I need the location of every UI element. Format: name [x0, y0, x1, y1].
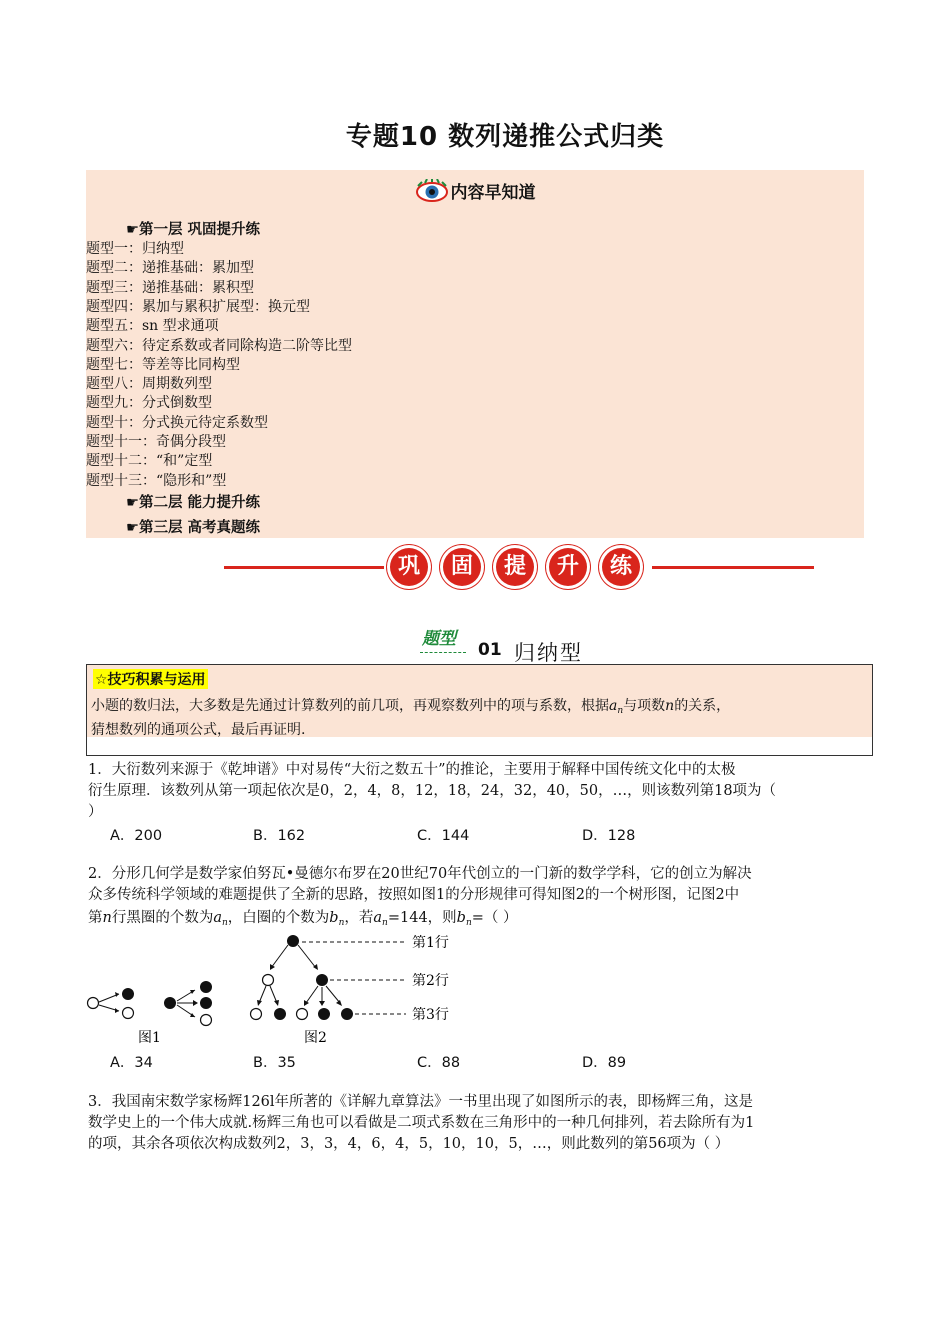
banner-char: 固	[443, 548, 481, 586]
toc-item[interactable]: 题型三：递推基础：累积型	[86, 279, 254, 296]
toc-item[interactable]: 题型十一：奇偶分段型	[86, 434, 226, 450]
option-c[interactable]: C．144	[417, 828, 470, 844]
question-2-line: 众多传统科学领域的难题提供了全新的思路，按照如图1的分形规律可得知图2的一个树形图，记图2中	[88, 887, 740, 903]
var-n: n	[102, 910, 112, 926]
var-subscript: n	[222, 918, 228, 928]
question-1-line: ）	[88, 804, 103, 820]
tips-line-2: 猜想数列的通项公式，最后再证明.	[91, 722, 306, 738]
q2-text: ，白圈的个数为	[227, 910, 330, 926]
option-d[interactable]: D．128	[582, 828, 636, 844]
banner-char: 练	[602, 548, 640, 586]
banner-line-right	[652, 566, 814, 569]
question-1-line: 衍生原理．该数列从第一项起依次是0，2，4，8，12，18，24，32，40，50，…，则该数列第18项为（	[88, 783, 777, 799]
q2-text: 行黑圈的个数为	[111, 910, 214, 926]
q2-text: =144	[387, 910, 428, 926]
toc-item[interactable]: 题型九：分式倒数型	[86, 395, 212, 412]
option-b[interactable]: B．162	[253, 828, 306, 844]
row-1-label: 第1行	[412, 935, 449, 951]
var-b: b	[456, 910, 466, 926]
layer-1-link[interactable]: ☛第一层 巩固提升练	[126, 222, 261, 238]
figure-2-caption: 图2	[304, 1030, 327, 1046]
var-subscript: n	[465, 918, 472, 928]
figure-2-diagram	[251, 935, 407, 1020]
question-1-line: 1．大衍数列来源于《乾坤谱》中对易传“大衍之数五十”的推论，主要用于解释中国传统文化中的太极	[88, 762, 736, 778]
toc-item[interactable]: 题型一：归纳型	[86, 241, 184, 257]
var-subscript: n	[617, 706, 624, 716]
var-n: n	[665, 698, 675, 714]
tips-box	[86, 664, 873, 756]
tips-text: 与项数	[623, 698, 666, 714]
toc-item[interactable]: 题型五：sn 型求通项	[86, 318, 219, 335]
toc-header-text: 内容早知道	[450, 183, 536, 203]
var-subscript: n	[338, 918, 345, 928]
row-2-label: 第2行	[412, 973, 449, 989]
banner-char: 巩	[390, 548, 428, 586]
var-b: b	[329, 910, 339, 926]
q2-text: ，若	[344, 910, 374, 926]
question-3-line: 的项，其余各项依次构成数列2，3，3，4，6，4，5，10，10，5，…，则此数列的第56项为（ ）	[88, 1136, 730, 1152]
option-d[interactable]: D．89	[582, 1055, 627, 1071]
section-label: 题型	[422, 629, 456, 649]
q2-text: ，则	[427, 910, 457, 926]
page-title: 专题10 数列递推公式归类	[345, 122, 665, 152]
section-number: 01	[478, 640, 502, 660]
fractal-tree-figure	[84, 928, 484, 1052]
question-2-line: 2．分形几何学是数学家伯努瓦•曼德尔布罗在20世纪70年代创立的一门新的数学学科，它的创立为解决	[88, 866, 752, 882]
tips-text: 小题的数归法，大多数是先通过计算数列的前几项，再观察数列中的项与系数，根据	[91, 698, 609, 714]
var-a: a	[373, 910, 383, 926]
figure-1-diagram	[88, 981, 213, 1026]
option-c[interactable]: C．88	[417, 1055, 461, 1071]
toc-header	[86, 178, 864, 208]
toc-item[interactable]: 题型二：递推基础：累加型	[86, 260, 254, 277]
tips-line-1	[91, 695, 730, 716]
option-a[interactable]: A．200	[110, 828, 163, 844]
toc-item[interactable]: 题型八：周期数列型	[86, 376, 212, 393]
q2-text: 第	[88, 910, 103, 926]
banner-char: 升	[549, 548, 587, 586]
row-3-label: 第3行	[412, 1007, 449, 1023]
question-3-line: 3．我国南宋数学家杨辉126l年所著的《详解九章算法》一书里出现了如图所示的表，即杨辉三角，这是	[88, 1094, 754, 1110]
option-b[interactable]: B．35	[253, 1055, 296, 1071]
eye-icon	[415, 179, 449, 208]
toc-item[interactable]: 题型六：待定系数或者同除构造二阶等比型	[86, 337, 352, 354]
toc-item[interactable]: 题型十三：“隐形和”型	[86, 472, 227, 489]
question-3-line: 数学史上的一个伟大成就.杨辉三角也可以看做是二项式系数在三角形中的一种几何排列，若去除所有为1	[88, 1115, 755, 1131]
section-name: 归纳型	[514, 641, 583, 665]
figure-1-caption: 图1	[138, 1030, 161, 1046]
tips-title: ☆技巧积累与运用	[93, 669, 208, 689]
layer-3-link[interactable]: ☛第三层 高考真题练	[126, 520, 261, 536]
toc-item[interactable]: 题型七：等差等比同构型	[86, 356, 240, 373]
var-a: a	[213, 910, 222, 926]
toc-item[interactable]: 题型十二：“和”定型	[86, 453, 213, 470]
banner-line-left	[224, 566, 384, 569]
var-a: a	[609, 698, 618, 714]
layer-2-link[interactable]: ☛第二层 能力提升练	[126, 495, 261, 511]
banner-char: 提	[496, 548, 534, 586]
toc-item[interactable]: 题型十：分式换元待定系数型	[86, 414, 268, 431]
toc-panel	[86, 170, 864, 538]
toc-item[interactable]: 题型四：累加与累积扩展型：换元型	[86, 298, 310, 315]
q2-text: =（ ）	[471, 910, 518, 926]
tips-text: 的关系，	[674, 698, 731, 714]
option-a[interactable]: A．34	[110, 1055, 153, 1071]
var-subscript: n	[382, 918, 388, 928]
section-divider	[420, 652, 466, 653]
